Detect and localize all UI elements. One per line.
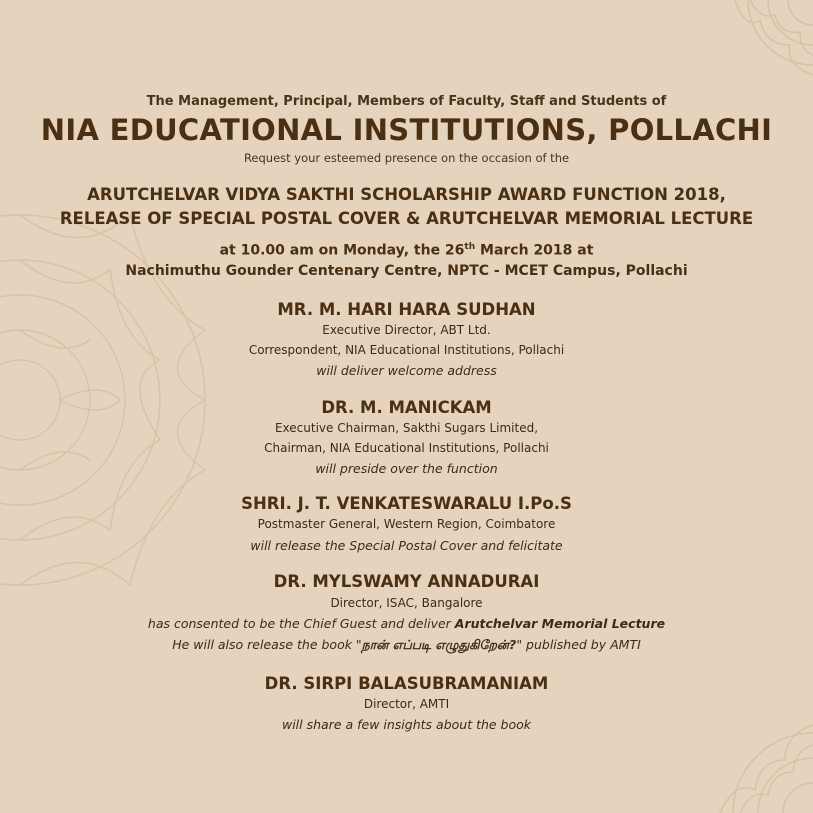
datetime-suffix: March 2018 at: [475, 242, 594, 259]
speaker-4-role-prefix: has consented to be the Chief Guest and deliver: [147, 616, 455, 631]
speaker-1-subtitle: Correspondent, NIA Educational Institutions, Pollachi: [248, 343, 565, 357]
speaker-4-book-line: [0, 637, 813, 654]
intro-text: The Management, Principal, Members of Faculty, Staff and Students of: [146, 94, 667, 109]
speaker-2-title: Executive Chairman, Sakthi Sugars Limited,: [274, 421, 539, 435]
speaker-3-title: Postmaster General, Western Region, Coimbatore: [257, 517, 556, 531]
bottom-right-mandala-ornament: [720, 725, 813, 813]
speaker-5-title: Director, AMTI: [363, 697, 450, 711]
request-text: Request your esteemed presence on the occasion of the: [243, 151, 570, 165]
speaker-5-name: DR. SIRPI BALASUBRAMANIAM: [264, 674, 549, 693]
speaker-4-title: Director, ISAC, Bangalore: [330, 596, 483, 610]
speaker-2-name: DR. M. MANICKAM: [321, 398, 492, 417]
event-title-line2: RELEASE OF SPECIAL POSTAL COVER & ARUTCHELVAR MEMORIAL LECTURE: [59, 209, 754, 228]
top-right-mandala-ornament: [735, 0, 813, 75]
speaker-4-name: DR. MYLSWAMY ANNADURAI: [273, 572, 540, 591]
event-title-line1: ARUTCHELVAR VIDYA SAKTHI SCHOLARSHIP AWARD FUNCTION 2018,: [87, 185, 726, 204]
book-title: நான் எப்படி எழுதுகிறேன்?: [361, 637, 517, 652]
speaker-2-role: will preside over the function: [315, 461, 498, 476]
speaker-1-name: MR. M. HARI HARA SUDHAN: [277, 300, 536, 319]
book-line-suffix: " published by AMTI: [516, 637, 641, 652]
speaker-5-role: will share a few insights about the book: [281, 717, 532, 732]
speaker-2-subtitle: Chairman, NIA Educational Institutions, Pollachi: [264, 441, 549, 455]
speaker-1-title: Executive Director, ABT Ltd.: [322, 323, 491, 337]
event-venue: Nachimuthu Gounder Centenary Centre, NPTC - MCET Campus, Pollachi: [125, 263, 688, 279]
speaker-4-role-bold: Arutchelvar Memorial Lecture: [454, 616, 666, 631]
datetime-superscript: th: [464, 242, 476, 252]
datetime-prefix: at 10.00 am on Monday, the 26: [219, 242, 465, 259]
event-datetime: [0, 242, 813, 259]
book-line-prefix: He will also release the book ": [172, 637, 362, 652]
speaker-4-role: [0, 616, 813, 631]
speaker-3-name: SHRI. J. T. VENKATESWARALU I.Po.S: [241, 494, 572, 513]
speaker-3-role: will release the Special Postal Cover and felicitate: [250, 538, 563, 553]
organization-title: NIA EDUCATIONAL INSTITUTIONS, POLLACHI: [40, 113, 773, 147]
speaker-1-role: will deliver welcome address: [316, 363, 497, 378]
